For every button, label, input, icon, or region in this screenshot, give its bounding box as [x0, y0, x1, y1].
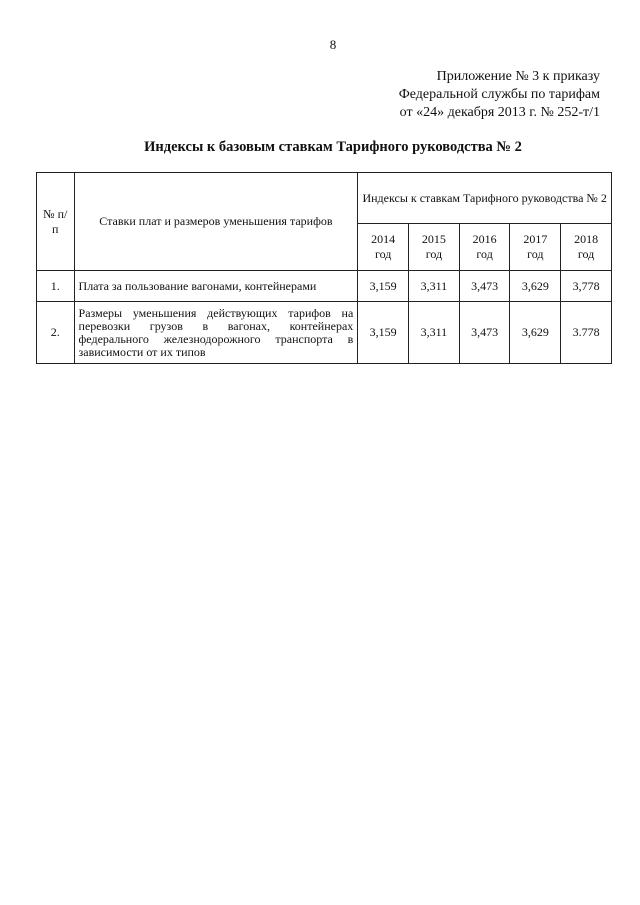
year-label: 2015: [421, 232, 446, 246]
header-year-2014: [358, 224, 409, 271]
value-2018: 3,778: [561, 271, 612, 302]
page-number: 8: [329, 37, 337, 52]
value-2014: 3,159: [358, 302, 409, 364]
header-year-2015: [409, 224, 460, 271]
header-year-2017: [510, 224, 561, 271]
year-label: 2018: [574, 232, 599, 246]
appendix-line-2: Федеральной службы по тарифам: [398, 87, 600, 102]
year-unit: год: [577, 247, 595, 261]
appendix-line-1: Приложение № 3 к приказу: [436, 69, 600, 84]
document-title: Индексы к базовым ставкам Тарифного руководства № 2: [144, 139, 522, 155]
year-unit: год: [527, 247, 544, 261]
appendix-block: [399, 68, 600, 122]
row-name: Плата за пользование вагонами, контейнерами: [74, 271, 358, 302]
header-year-2016: [459, 224, 510, 271]
value-2015: 3,311: [409, 302, 460, 364]
value-2017: 3,629: [510, 271, 561, 302]
year-unit: год: [374, 247, 392, 261]
table-row: [37, 271, 612, 302]
header-row-number: № п/п: [37, 173, 75, 271]
value-2015: 3,311: [409, 271, 460, 302]
row-number: 1.: [37, 271, 75, 302]
year-label: 2017: [523, 232, 548, 246]
row-number: 2.: [37, 302, 75, 364]
header-rate-name: Ставки плат и размеров уменьшения тарифов: [74, 173, 358, 271]
year-unit: год: [425, 247, 443, 261]
header-year-2018: [561, 224, 612, 271]
tariff-index-table: [36, 172, 612, 364]
header-index-group: Индексы к ставкам Тарифного руководства № 2: [358, 173, 612, 224]
appendix-line-3: от «24» декабря 2013 г. № 252-т/1: [399, 105, 600, 120]
row-name: Размеры уменьшения действующих тарифов на перевозки грузов в вагонах, контейнерах федерального железнодорожного транспорта в зависимости от их типов: [74, 302, 358, 364]
table-row: [37, 302, 612, 364]
value-2018: 3.778: [561, 302, 612, 364]
value-2016: 3,473: [459, 271, 510, 302]
value-2016: 3,473: [459, 302, 510, 364]
value-2014: 3,159: [358, 271, 409, 302]
year-label: 2016: [472, 232, 497, 246]
year-label: 2014: [371, 232, 396, 246]
value-2017: 3,629: [510, 302, 561, 364]
year-unit: год: [476, 247, 493, 261]
